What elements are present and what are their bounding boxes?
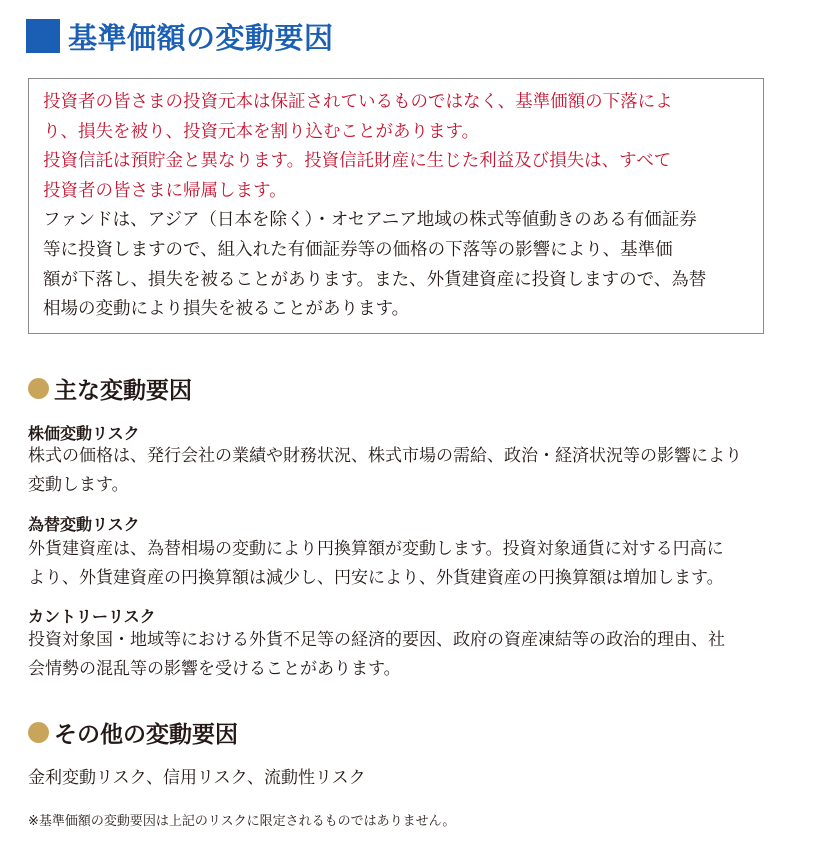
risk-title-fx: 為替変動リスク (28, 515, 140, 534)
notice-line: 投資者の皆さまに帰属します。 (43, 180, 287, 201)
notice-line: ファンドは、アジア（日本を除く）・オセアニア地域の株式等値動きのある有価証券 (43, 210, 697, 231)
page-title (26, 14, 334, 58)
main-factors-heading (28, 372, 192, 405)
risk-line: 投資対象国・地域等における外貨不足等の経済的要因、政府の資産凍結等の政治的理由、社 (28, 630, 725, 650)
title-square-icon (26, 19, 60, 53)
risk-body-stock (28, 442, 778, 500)
notice-line: 等に投資しますので、組入れた有価証券等の価格の下落等の影響により、基準価 (43, 239, 673, 260)
other-factors-text: 金利変動リスク、信用リスク、流動性リスク (28, 768, 366, 788)
risk-line: 外貨建資産は、為替相場の変動により円換算額が変動します。投資対象通貨に対する円高に (28, 539, 724, 559)
notice-line: り、損失を被り、投資元本を割り込むことがあります。 (43, 121, 480, 142)
risk-line: 変動します。 (28, 475, 129, 495)
notice-line: 投資信託は預貯金と異なります。投資信託財産に生じた利益及び損失は、すべて (43, 151, 672, 172)
notice-line: 相場の変動により損失を被ることがあります。 (43, 299, 410, 320)
risk-title-stock: 株価変動リスク (28, 424, 140, 443)
risk-line: より、外貨建資産の円換算額は減少し、円安により、外貨建資産の円換算額は増加します。 (28, 568, 724, 588)
other-factors-heading (28, 716, 238, 749)
other-factors-heading-text: その他の変動要因 (54, 722, 238, 748)
main-factors-heading-text: 主な変動要因 (54, 378, 192, 404)
bullet-dot-icon (28, 378, 49, 399)
notice-line: 額が下落し、損失を被ることがあります。また、外貨建資産に投資しますので、為替 (43, 269, 707, 290)
risk-body-fx (28, 535, 778, 593)
notice-box (28, 78, 764, 334)
risk-body-country (28, 626, 778, 684)
notice-line: 投資者の皆さまの投資元本は保証されているものではなく、基準価額の下落によ (43, 92, 673, 112)
page-title-text: 基準価額の変動要因 (68, 20, 334, 55)
risk-line: 会情勢の混乱等の影響を受けることがあります。 (28, 659, 401, 679)
bullet-dot-icon (28, 722, 49, 743)
risk-line: 株式の価格は、発行会社の業績や財務状況、株式市場の需給、政治・経済状況等の影響により (28, 446, 742, 466)
footnote: ※基準価額の変動要因は上記のリスクに限定されるものではありません。 (28, 814, 456, 829)
risk-title-country: カントリーリスク (28, 607, 156, 626)
